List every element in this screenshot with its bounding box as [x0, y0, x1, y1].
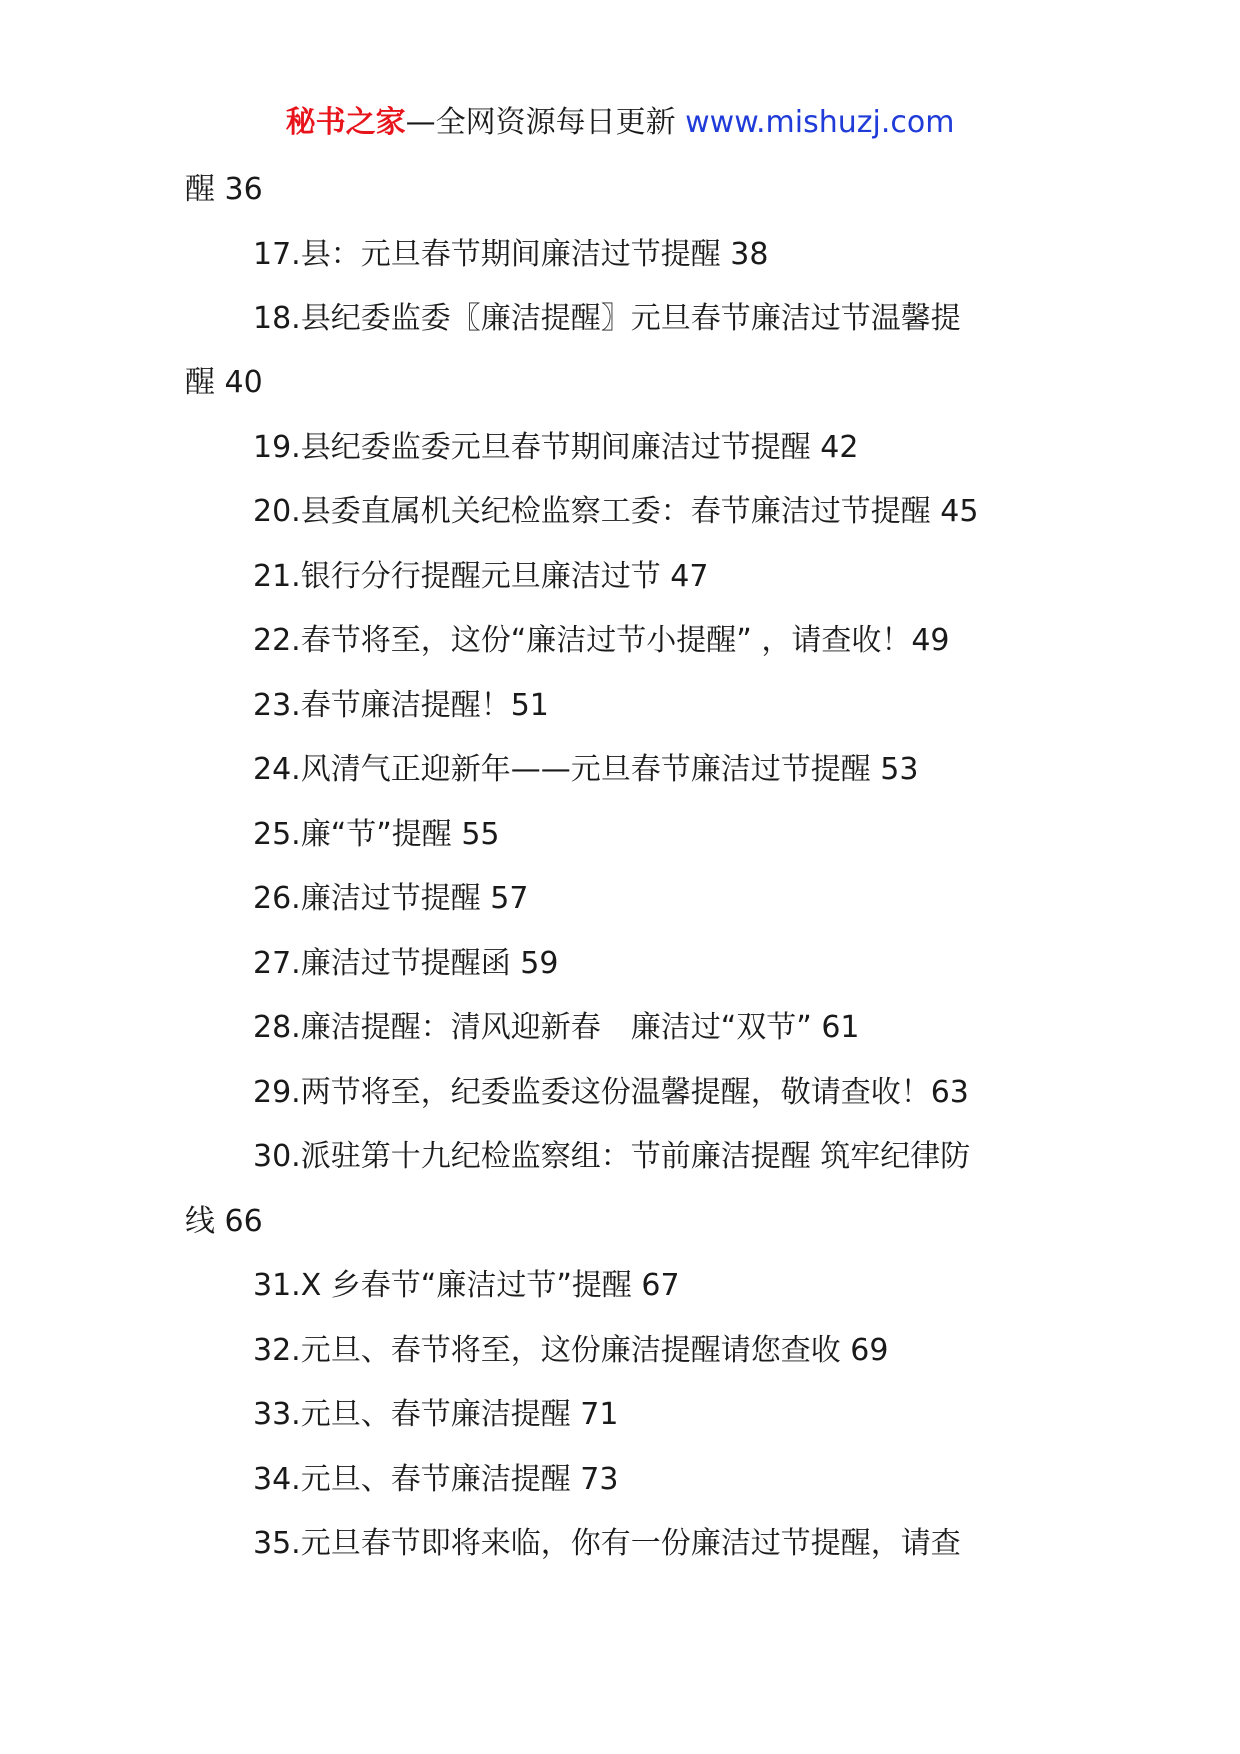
- toc-entry: 17.县：元旦春节期间廉洁过节提醒 38: [253, 237, 769, 272]
- toc-entry: 29.两节将至，纪委监委这份温馨提醒，敬请查收！63: [253, 1075, 969, 1110]
- toc-entry: 31.X 乡春节“廉洁过节”提醒 67: [253, 1268, 680, 1303]
- toc-entry: 30.派驻第十九纪检监察组：节前廉洁提醒 筑牢纪律防: [253, 1139, 971, 1174]
- toc-entry: 33.元旦、春节廉洁提醒 71: [253, 1397, 619, 1432]
- toc-entry: 20.县委直属机关纪检监察工委：春节廉洁过节提醒 45: [253, 494, 979, 529]
- toc-entry: 22.春节将至，这份“廉洁过节小提醒” ，请查收！49: [253, 623, 950, 658]
- toc-entry: 32.元旦、春节将至，这份廉洁提醒请您查收 69: [253, 1333, 889, 1368]
- toc-entry: 27.廉洁过节提醒函 59: [253, 946, 559, 981]
- toc-entry: 35.元旦春节即将来临，你有一份廉洁过节提醒，请查: [253, 1526, 961, 1561]
- toc-entry: 18.县纪委监委〖廉洁提醒〗元旦春节廉洁过节温馨提: [253, 301, 961, 336]
- toc-entry: 24.风清气正迎新年——元旦春节廉洁过节提醒 53: [253, 752, 919, 787]
- toc-entry: 19.县纪委监委元旦春节期间廉洁过节提醒 42: [253, 430, 859, 465]
- toc-entry: 25.廉“节”提醒 55: [253, 817, 500, 852]
- toc-entry: 23.春节廉洁提醒！51: [253, 688, 549, 723]
- toc-entry: 21.银行分行提醒元旦廉洁过节 47: [253, 559, 709, 594]
- brand-name: 秘书之家: [285, 105, 406, 140]
- toc-entry: 28.廉洁提醒：清风迎新春 廉洁过“双节” 61: [253, 1010, 860, 1045]
- site-url-link[interactable]: www.mishuzj.com: [685, 105, 955, 140]
- toc-entry: 26.廉洁过节提醒 57: [253, 881, 529, 916]
- toc-line-continuation: 线 66: [185, 1204, 263, 1239]
- toc-line-continuation: 醒 36: [185, 172, 263, 207]
- toc-line-continuation: 醒 40: [185, 365, 263, 400]
- toc-entry: 34.元旦、春节廉洁提醒 73: [253, 1462, 619, 1497]
- header-tagline: —全网资源每日更新: [405, 105, 686, 140]
